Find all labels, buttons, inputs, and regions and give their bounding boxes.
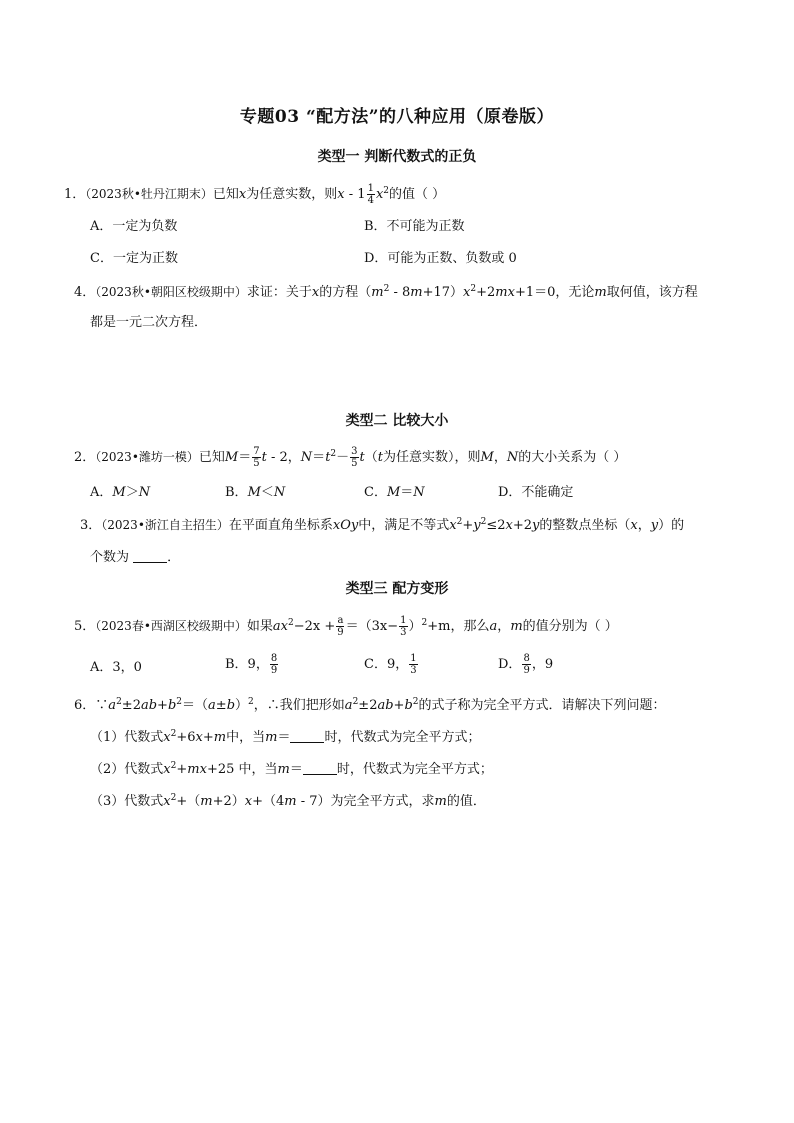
q1-option-b: B．不可能为正数 — [364, 219, 465, 234]
question-6-part-3: （3）代数式$x^2+(m+2)x+(4m - 7)$为完全平方式，求m的值． — [90, 793, 486, 809]
q1-option-a: A．一定为负数 — [90, 219, 178, 234]
question-1: 1．（2023秋•牡丹江期末）已知x为任意实数，则x - 1 $\frac{1}{4}$ $x^2$的值（ ） — [64, 183, 446, 206]
question-source: （2023秋•牡丹江期末） — [85, 187, 213, 201]
q5-option-a: A．3，0 — [90, 660, 142, 675]
question-6-part-2: （2）代数式$x^2+mx+25$ 中，当m＝ 时，代数式为完全平方式； — [90, 761, 493, 777]
question-number: 1． — [64, 187, 86, 202]
page-title: 专题03 “配方法”的八种应用（原卷版） — [239, 107, 555, 127]
question-6-part-1: （1）代数式$x^2+6x+m$中，当m＝ 时，代数式为完全平方式； — [90, 729, 481, 745]
question-2: 2．（2023•潍坊一模）已知M＝ $\frac{7}{5}$ t - 2，$N=t^2-$ $\frac{3}{5}$ t（t为任意实数），则M，N的大小关系为（ ） — [74, 446, 627, 469]
question-5: 5．（2023春•西湖区校级期中）如果$ax^2-2x$ + $\frac{a}{9}$ ＝（3x− $\frac{1}{3}$ ）$^2$+m，那么a，m的值分别为（ ） — [74, 615, 618, 638]
q1-option-c: C．一定为正数 — [90, 251, 178, 266]
q2-option-a: A．M＞N — [90, 485, 151, 500]
q2-option-d: D．不能确定 — [498, 485, 574, 500]
q5-option-c: C．9， $\frac{1}{3}$ — [364, 653, 417, 676]
question-6: 6．$\because a^2\pm 2ab+b^2=(a\pm b)^2$，∴我们把形如$a^2\pm 2ab+b^2$的式子称为完全平方式．请解决下列问题： — [74, 697, 666, 713]
answer-blank — [303, 762, 337, 775]
question-4: 4．（2023秋•朝阳区校级期中）求证：关于x的方程$(m^2 - 8m+17)x^2+2mx+1=0$，无论m取何值，该方程 — [74, 284, 698, 300]
q5-option-d: D． $\frac{8}{9}$ ，9 — [498, 653, 554, 676]
question-3-line-2: 个数为 ． — [90, 550, 181, 565]
section-heading-3: 类型三 配方变形 — [345, 581, 449, 597]
q2-option-b: B．M＜N — [225, 485, 286, 500]
section-heading-2: 类型二 比较大小 — [345, 413, 449, 429]
q1-option-d: D．可能为正数、负数或 0 — [364, 251, 517, 266]
question-3: 3．（2023•浙江自主招生）在平面直角坐标系xOy中，满足不等式$x^2+y^2\le 2x+2y$的整数点坐标（x，y）的 — [80, 517, 685, 533]
q5-option-b: B．9， $\frac{8}{9}$ — [225, 653, 278, 676]
fraction: $\frac{1}{4}$ — [367, 183, 374, 206]
section-heading-1: 类型一 判断代数式的正负 — [317, 149, 477, 165]
answer-blank — [290, 730, 324, 743]
answer-blank — [133, 550, 167, 563]
q2-option-c: C．M＝N — [364, 485, 425, 500]
question-4-line-2: 都是一元二次方程． — [90, 315, 208, 330]
